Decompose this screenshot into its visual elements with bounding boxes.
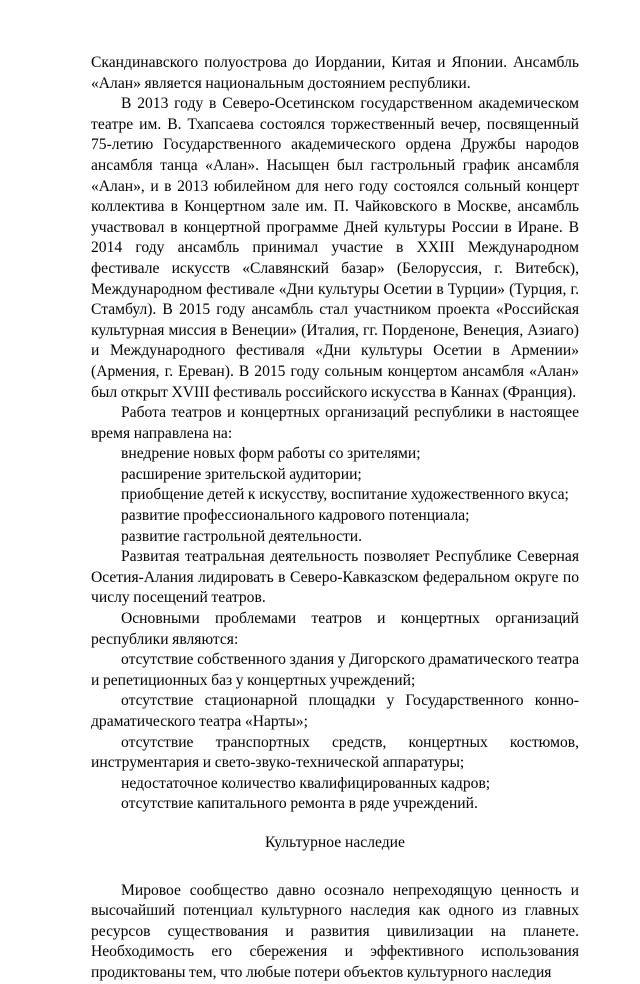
document-body bbox=[91, 53, 579, 984]
paragraph: внедрение новых форм работы со зрителями; bbox=[121, 445, 421, 463]
paragraph: отсутствие капитального ремонта в ряде учреждений. bbox=[121, 795, 478, 813]
paragraph: Работа театров и концертных организаций республики в настоящее время направлена на: bbox=[91, 404, 579, 442]
paragraph: отсутствие транспортных средств, концертных костюмов, инструментария и свето-звуко-технической аппаратуры; bbox=[91, 733, 579, 772]
section-heading: Культурное наследие bbox=[265, 833, 405, 851]
paragraph: Развитая театральная деятельность позволяет Республике Северная Осетия-Алания лидировать в Северо-Кавказском федеральном округе по числу посещений театров. bbox=[91, 548, 579, 607]
paragraph: Скандинавского полуострова до Иордании, Китая и Японии. Ансамбль «Алан» является национальным достоянием республики. bbox=[91, 54, 579, 92]
paragraph: В 2013 году в Северо-Осетинском государственном академическом театре им. В. Тхапсаева состоялся торжественный вечер, посвященный 75-летию Государственного академического ордена Дружбы народов ансамбля танца «Алан». Насыщен был гастрольный график ансамбля «Алан», и в 2013 юбилейном для него году состоялся сольный концерт коллектива в Концертном зале им. П. Чайковского в Москве, ансамбль участвовал в концертной программе Дней культуры России в Иране. В 2014 году ансамбль принимал участие в XXIII Международном фестивале искусств «Славянский базар» (Белоруссия, г. Витебск), Международном фестивале «Дни культуры Осетии в Турции» (Турция, г. Стамбул). В 2015 году ансамбль стал участником проекта «Российская культурная миссия в Венеции» (Италия, гг. Порденоне, Венеция, Азиаго) и Международного фестиваля «Дни культуры Осетии в Армении» (Армения, г. Ереван). В 2015 году сольным концертом ансамбля «Алан» был открыт XVIII фестиваль российского искусства в Каннах (Франция). bbox=[91, 95, 579, 401]
paragraph: отсутствие стационарной площадки у Государственного конно-драматического театра «Нарты»; bbox=[91, 692, 579, 730]
paragraph: расширение зрительской аудитории; bbox=[121, 465, 362, 483]
paragraph: недостаточное количество квалифицированных кадров; bbox=[121, 774, 491, 792]
paragraph: развитие гастрольной деятельности. bbox=[121, 527, 363, 545]
top-section bbox=[91, 53, 579, 815]
paragraph: отсутствие собственного здания у Дигорского драматического театра и репетиционных баз у концертных учреждений; bbox=[91, 651, 579, 689]
paragraph: Мировое сообщество давно осознало непреходящую ценность и высочайший потенциал культурного наследия как одного из главных ресурсов существования и развития цивилизации на планете. Необходимость его сбережения и эффективного использования продиктованы тем, что любые потери объектов культурного наследия bbox=[91, 881, 579, 981]
paragraph: Основными проблемами театров и концертных организаций республики являются: bbox=[91, 610, 579, 648]
bottom-section bbox=[91, 881, 579, 984]
paragraph: развитие профессионального кадрового потенциала; bbox=[121, 507, 470, 525]
paragraph: приобщение детей к искусству, воспитание художественного вкуса; bbox=[121, 486, 569, 504]
